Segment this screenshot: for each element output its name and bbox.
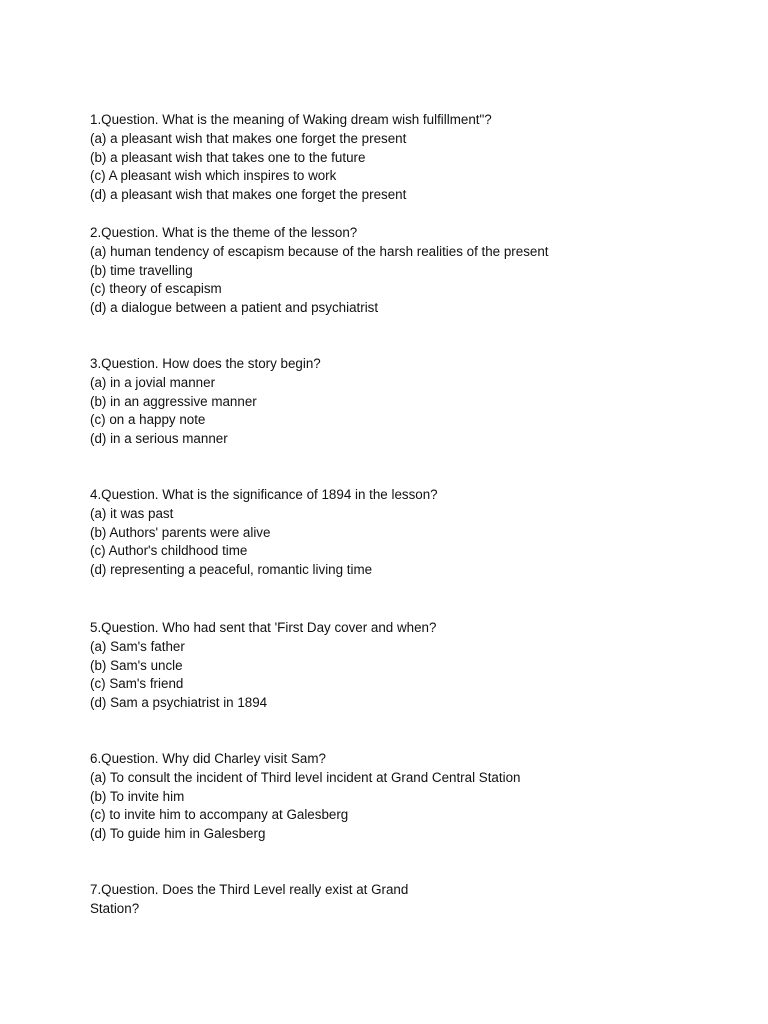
- option-c: (c) A pleasant wish which inspires to work: [90, 168, 337, 184]
- option-d: (d) Sam a psychiatrist in 1894: [90, 695, 268, 711]
- question-text: 6.Question. Why did Charley visit Sam?: [90, 751, 326, 766]
- option-c: (c) Author's childhood time: [90, 543, 248, 559]
- question-block-2: [90, 224, 549, 318]
- option-d: (d) in a serious manner: [90, 431, 228, 447]
- option-c: (c) to invite him to accompany at Galesberg: [90, 807, 349, 823]
- question-block-7: [90, 881, 430, 919]
- question-block-1: [90, 111, 492, 205]
- option-c: (c) on a happy note: [90, 412, 206, 428]
- option-a: (a) To consult the incident of Third level incident at Grand Central Station: [90, 769, 521, 785]
- option-a: (a) it was past: [90, 505, 174, 521]
- option-a: (a) a pleasant wish that makes one forget the present: [90, 130, 407, 146]
- option-d: (d) a pleasant wish that makes one forget the present: [90, 187, 407, 203]
- option-b: (b) To invite him: [90, 788, 185, 804]
- option-a: (a) human tendency of escapism because of the harsh realities of the present: [90, 243, 549, 259]
- question-text: 1.Question. What is the meaning of Waking dream wish fulfillment"?: [90, 112, 492, 127]
- question-text: 4.Question. What is the significance of 1894 in the lesson?: [90, 487, 438, 502]
- option-a: (a) in a jovial manner: [90, 374, 216, 390]
- option-b: (b) Sam's uncle: [90, 657, 183, 673]
- question-text: 7.Question. Does the Third Level really exist at Grand Station?: [90, 882, 409, 916]
- option-b: (b) in an aggressive manner: [90, 393, 257, 409]
- question-text: 3.Question. How does the story begin?: [90, 356, 321, 371]
- question-block-5: [90, 619, 436, 713]
- question-text: 5.Question. Who had sent that 'First Day cover and when?: [90, 620, 437, 635]
- question-text: 2.Question. What is the theme of the lesson?: [90, 225, 358, 240]
- option-b: (b) a pleasant wish that takes one to the future: [90, 149, 366, 165]
- option-b: (b) Authors' parents were alive: [90, 524, 271, 540]
- option-a: (a) Sam's father: [90, 638, 185, 654]
- option-c: (c) Sam's friend: [90, 676, 184, 692]
- option-d: (d) representing a peaceful, romantic living time: [90, 562, 373, 578]
- option-d: (d) a dialogue between a patient and psychiatrist: [90, 300, 379, 316]
- option-d: (d) To guide him in Galesberg: [90, 826, 266, 842]
- option-c: (c) theory of escapism: [90, 281, 222, 297]
- question-block-4: [90, 486, 438, 580]
- option-b: (b) time travelling: [90, 262, 193, 278]
- question-block-6: [90, 750, 520, 844]
- question-block-3: [90, 355, 321, 449]
